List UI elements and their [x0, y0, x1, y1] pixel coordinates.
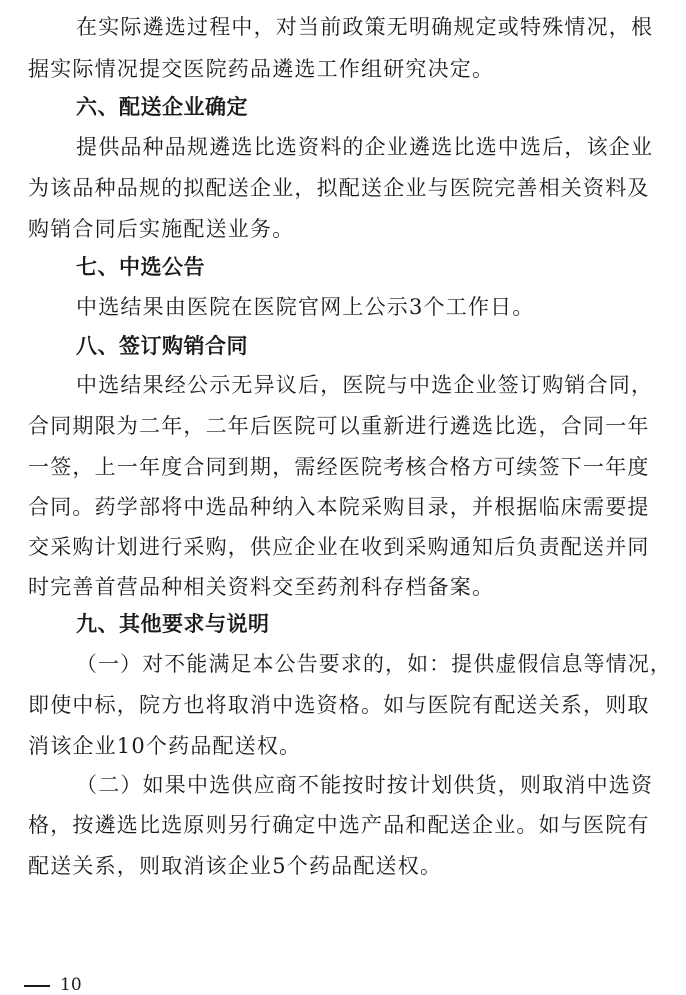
section-7-line-1: 中选结果由医院在医院官网上公示3个工作日。 — [76, 295, 535, 319]
section-9-item-1-line-3: 消该企业10个药品配送权。 — [28, 734, 302, 758]
section-8-line-4: 合同。药学部将中选品种纳入本院采购目录，并根据临床需要提 — [28, 495, 650, 519]
section-9-item-1-line-2: 即使中标，院方也将取消中选资格。如与医院有配送关系，则取 — [28, 693, 650, 717]
section-8-line-2: 合同期限为二年，二年后医院可以重新进行遴选比选，合同一年 — [28, 414, 650, 438]
section-9-item-2-line-3: 配送关系，则取消该企业5个药品配送权。 — [28, 854, 443, 878]
section-9-item-2-line-1: （二）如果中选供应商不能按时按计划供货，则取消中选资 — [76, 773, 654, 797]
page-number — [24, 976, 82, 994]
section-8-line-3: 一签，上一年度合同到期，需经医院考核合格方可续签下一年度 — [28, 455, 650, 479]
section-7-heading: 七、中选公告 — [76, 255, 205, 279]
section-9-item-1-line-1: （一）对不能满足本公告要求的，如：提供虚假信息等情况， — [76, 652, 672, 676]
section-8-line-1: 中选结果经公示无异议后，医院与中选企业签订购销合同， — [76, 373, 654, 397]
page-number-dash — [24, 985, 50, 987]
section-6-line-3: 购销合同后实施配送业务。 — [28, 217, 295, 241]
section-8-heading: 八、签订购销合同 — [76, 334, 248, 358]
section-9-item-2-line-2: 格，按遴选比选原则另行确定中选产品和配送企业。如与医院有 — [28, 813, 650, 837]
section-9-heading: 九、其他要求与说明 — [76, 612, 270, 636]
section-8-line-5: 交采购计划进行采购，供应企业在收到采购通知后负责配送并同 — [28, 535, 650, 559]
section-6-line-2: 为该品种品规的拟配送企业，拟配送企业与医院完善相关资料及 — [28, 176, 650, 200]
section-6-heading: 六、配送企业确定 — [76, 95, 248, 119]
paragraph-policy-line-1: 在实际遴选过程中，对当前政策无明确规定或特殊情况，根 — [76, 15, 654, 39]
page-number-value: 10 — [60, 975, 82, 995]
section-8-line-6: 时完善首营品种相关资料交至药剂科存档备案。 — [28, 575, 495, 599]
paragraph-policy-line-2: 据实际情况提交医院药品遴选工作组研究决定。 — [28, 57, 495, 81]
section-6-line-1: 提供品种品规遴选比选资料的企业遴选比选中选后，该企业 — [76, 135, 654, 159]
